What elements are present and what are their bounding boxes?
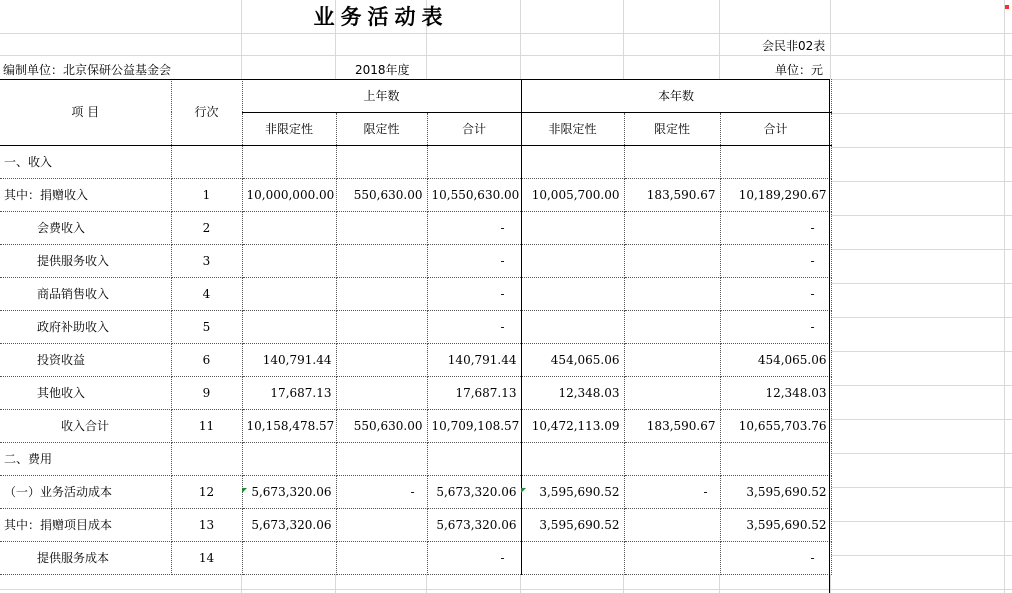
value-cell[interactable] (624, 211, 720, 244)
value-cell[interactable] (336, 442, 427, 475)
table-row (0, 442, 831, 475)
table-row (0, 541, 831, 574)
value-cell[interactable] (624, 244, 720, 277)
reporting-unit: 编制单位：北京保研公益基金会 (3, 63, 172, 77)
row-line-number[interactable]: 1 (171, 178, 242, 211)
value-cell[interactable] (242, 244, 336, 277)
value-cell[interactable] (720, 145, 831, 178)
row-label[interactable]: 其中：捐赠收入 (0, 178, 171, 211)
value-cell[interactable] (336, 541, 427, 574)
row-line-number[interactable] (171, 442, 242, 475)
value-cell[interactable] (521, 244, 624, 277)
row-label[interactable]: 商品销售收入 (0, 277, 171, 310)
row-label[interactable]: 二、费用 (0, 442, 171, 475)
value-cell[interactable] (521, 541, 624, 574)
value-cell[interactable] (521, 442, 624, 475)
value-cell[interactable] (624, 343, 720, 376)
grid-line (0, 589, 1012, 590)
value-cell[interactable] (242, 442, 336, 475)
value-cell[interactable]: 10,472,113.09 (521, 409, 624, 442)
value-cell[interactable] (521, 310, 624, 343)
row-line-number[interactable]: 4 (171, 277, 242, 310)
value-cell[interactable] (336, 508, 427, 541)
header-col[interactable]: 非限定性 (521, 112, 624, 145)
value-cell[interactable] (336, 310, 427, 343)
report-year: 2018年度 (355, 63, 410, 77)
row-label[interactable]: 政府补助收入 (0, 310, 171, 343)
value-cell[interactable] (336, 145, 427, 178)
row-line-number[interactable]: 9 (171, 376, 242, 409)
value-cell[interactable] (720, 442, 831, 475)
value-cell[interactable] (427, 442, 521, 475)
value-cell[interactable] (624, 508, 720, 541)
value-cell[interactable] (624, 376, 720, 409)
table-row (0, 211, 831, 244)
activity-table (0, 79, 832, 575)
value-cell[interactable]: 3,595,690.52 (521, 475, 624, 508)
value-cell[interactable]: - (720, 277, 831, 310)
value-cell[interactable]: 5,673,320.06 (242, 475, 336, 508)
value-cell[interactable]: - (624, 475, 720, 508)
row-label[interactable]: 提供服务收入 (0, 244, 171, 277)
row-label[interactable]: 其他收入 (0, 376, 171, 409)
value-cell[interactable]: 5,673,320.06 (427, 508, 521, 541)
value-cell[interactable] (624, 277, 720, 310)
value-cell[interactable]: - (427, 244, 521, 277)
value-cell[interactable]: 12,348.03 (521, 376, 624, 409)
row-label[interactable]: 投资收益 (0, 343, 171, 376)
value-cell[interactable] (427, 145, 521, 178)
value-cell[interactable] (521, 145, 624, 178)
value-cell[interactable] (624, 145, 720, 178)
table-row (0, 310, 831, 343)
value-cell[interactable] (521, 211, 624, 244)
header-col[interactable]: 限定性 (624, 112, 720, 145)
table-row (0, 343, 831, 376)
value-cell[interactable]: 12,348.03 (720, 376, 831, 409)
value-cell[interactable]: 183,590.67 (624, 178, 720, 211)
value-cell[interactable]: 3,595,690.52 (720, 475, 831, 508)
row-line-number[interactable] (171, 145, 242, 178)
value-cell[interactable] (624, 310, 720, 343)
row-label[interactable]: 会费收入 (0, 211, 171, 244)
value-cell[interactable]: 454,065.06 (521, 343, 624, 376)
value-cell[interactable]: 10,005,700.00 (521, 178, 624, 211)
value-cell[interactable]: - (427, 541, 521, 574)
table-row (0, 277, 831, 310)
table-row (0, 508, 831, 541)
row-label[interactable]: 提供服务成本 (0, 541, 171, 574)
header-col[interactable]: 合计 (720, 112, 831, 145)
row-line-number[interactable]: 2 (171, 211, 242, 244)
value-cell[interactable]: 10,709,108.57 (427, 409, 521, 442)
value-cell[interactable]: 10,550,630.00 (427, 178, 521, 211)
value-cell[interactable]: 10,655,703.76 (720, 409, 831, 442)
value-cell[interactable]: 550,630.00 (336, 178, 427, 211)
value-cell[interactable] (242, 310, 336, 343)
value-cell[interactable] (336, 376, 427, 409)
value-cell[interactable]: - (427, 277, 521, 310)
cell-marker-icon (1005, 5, 1009, 9)
row-line-number[interactable]: 13 (171, 508, 242, 541)
value-cell[interactable]: - (720, 541, 831, 574)
value-cell[interactable]: 140,791.44 (242, 343, 336, 376)
row-line-number[interactable]: 14 (171, 541, 242, 574)
value-cell[interactable]: 454,065.06 (720, 343, 831, 376)
value-cell[interactable]: - (427, 211, 521, 244)
header-col[interactable]: 非限定性 (242, 112, 336, 145)
value-cell[interactable]: - (720, 211, 831, 244)
value-cell[interactable]: 10,189,290.67 (720, 178, 831, 211)
value-cell[interactable] (242, 277, 336, 310)
grid-line (1004, 0, 1005, 593)
form-code: 会民非02表 (762, 39, 826, 53)
row-line-number[interactable]: 6 (171, 343, 242, 376)
value-cell[interactable]: - (336, 475, 427, 508)
value-cell[interactable] (336, 211, 427, 244)
value-cell[interactable]: 17,687.13 (242, 376, 336, 409)
value-cell[interactable]: - (427, 310, 521, 343)
value-cell[interactable] (336, 244, 427, 277)
header-col[interactable]: 合计 (427, 112, 521, 145)
header-line[interactable]: 行次 (171, 79, 242, 145)
value-cell[interactable] (624, 442, 720, 475)
value-cell[interactable] (242, 211, 336, 244)
row-line-number[interactable]: 11 (171, 409, 242, 442)
value-cell[interactable]: 5,673,320.06 (242, 508, 336, 541)
value-cell[interactable] (242, 541, 336, 574)
value-cell[interactable]: - (720, 244, 831, 277)
value-cell[interactable]: 10,000,000.00 (242, 178, 336, 211)
header-curr-year[interactable]: 本年数 (521, 79, 831, 112)
table-row (0, 178, 831, 211)
table-row (0, 475, 831, 508)
report-title: 业务活动表 (313, 4, 449, 29)
value-cell[interactable]: 140,791.44 (427, 343, 521, 376)
table-row (0, 409, 831, 442)
value-cell[interactable] (336, 277, 427, 310)
value-cell[interactable]: 10,158,478.57 (242, 409, 336, 442)
error-indicator-icon (521, 488, 526, 493)
value-cell[interactable] (624, 541, 720, 574)
row-line-number[interactable]: 5 (171, 310, 242, 343)
error-indicator-icon (242, 488, 247, 493)
value-cell[interactable]: 3,595,690.52 (521, 508, 624, 541)
value-cell[interactable]: 17,687.13 (427, 376, 521, 409)
table-row (0, 145, 831, 178)
grid-line (0, 55, 1012, 56)
row-line-number[interactable]: 3 (171, 244, 242, 277)
value-cell[interactable] (521, 277, 624, 310)
value-cell[interactable]: 183,590.67 (624, 409, 720, 442)
currency-unit: 单位：元 (775, 63, 824, 77)
table-row (0, 244, 831, 277)
row-label[interactable]: 其中：捐赠项目成本 (0, 508, 171, 541)
value-cell[interactable] (242, 145, 336, 178)
row-line-number[interactable]: 12 (171, 475, 242, 508)
row-label[interactable]: 收入合计 (0, 409, 171, 442)
value-cell[interactable]: - (720, 310, 831, 343)
table-row (0, 376, 831, 409)
row-label[interactable]: （一）业务活动成本 (0, 475, 171, 508)
value-cell[interactable]: 3,595,690.52 (720, 508, 831, 541)
header-col[interactable]: 限定性 (336, 112, 427, 145)
header-item[interactable]: 项 目 (0, 79, 171, 145)
value-cell[interactable] (336, 343, 427, 376)
row-label[interactable]: 一、收入 (0, 145, 171, 178)
grid-line (0, 33, 1012, 34)
value-cell[interactable]: 5,673,320.06 (427, 475, 521, 508)
header-prev-year[interactable]: 上年数 (242, 79, 521, 112)
value-cell[interactable]: 550,630.00 (336, 409, 427, 442)
